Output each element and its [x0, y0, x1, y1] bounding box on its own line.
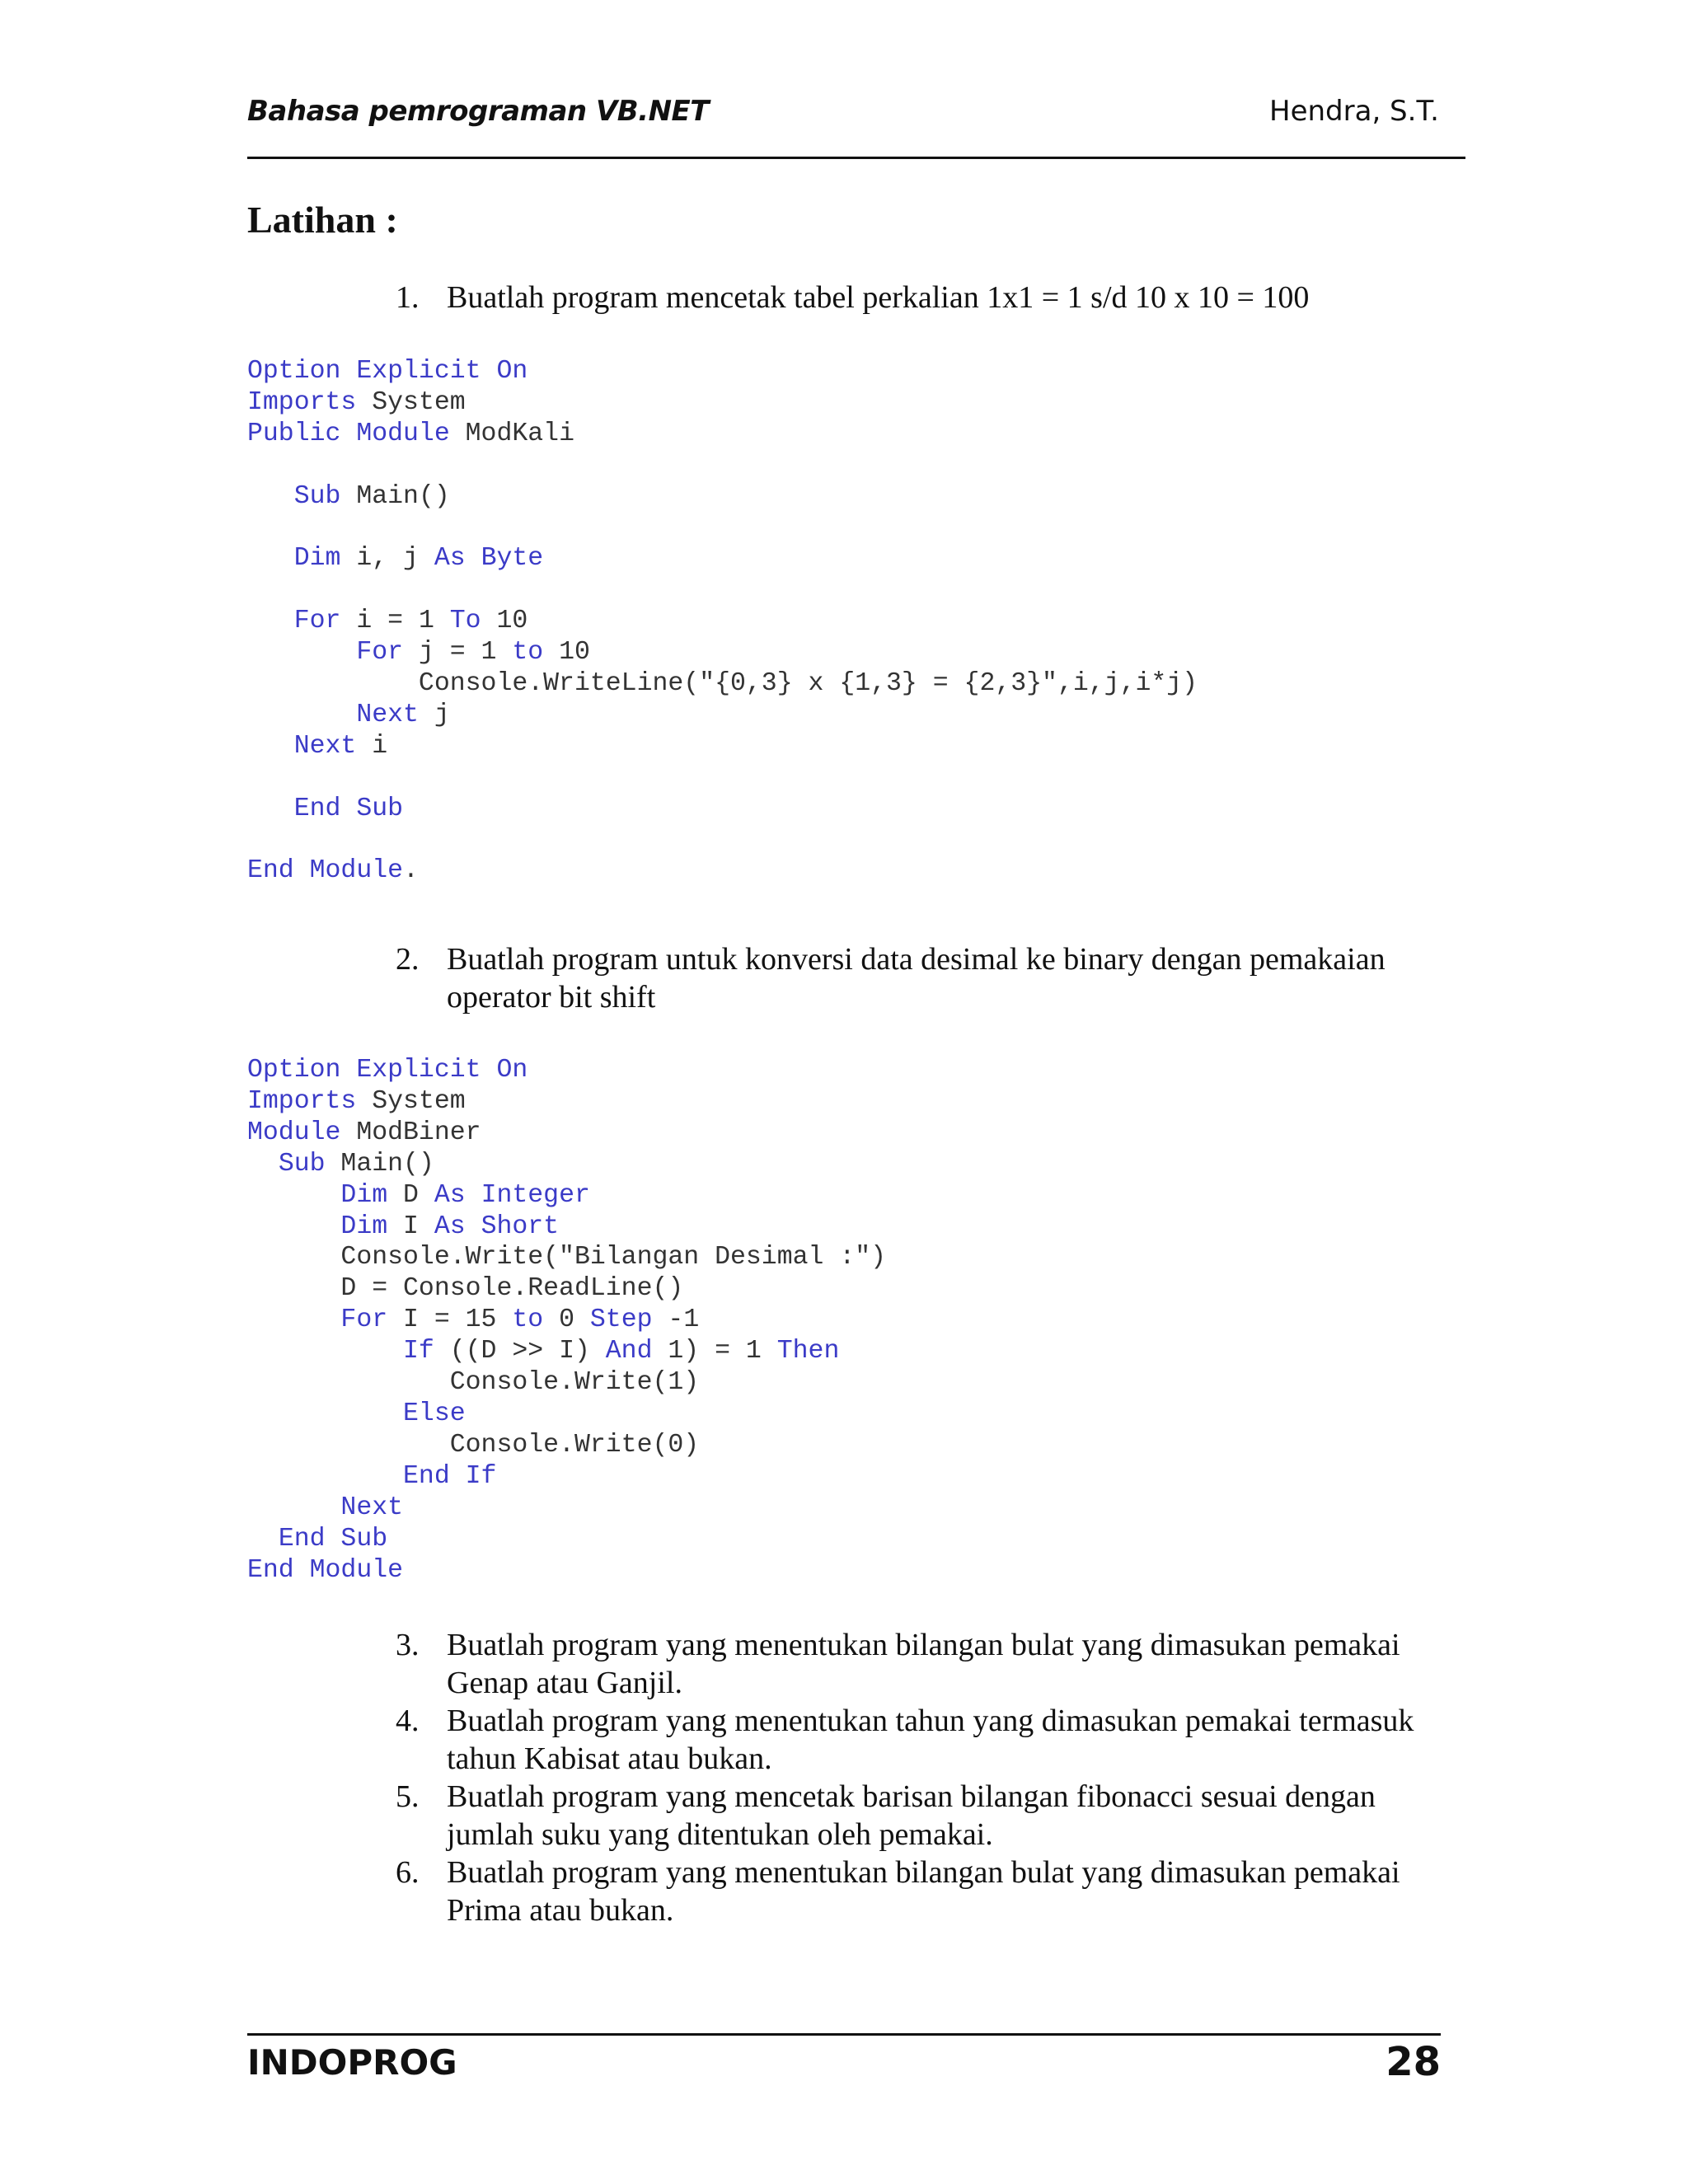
- task-text: Buatlah program yang menentukan bilangan bulat yang dimasukan pemakai Genap atau Ganjil.: [447, 1628, 1400, 1700]
- page-number: 28: [1386, 2039, 1441, 2085]
- page-header: [247, 95, 1465, 144]
- code-keyword: If: [403, 1337, 434, 1366]
- code-keyword: Then: [776, 1337, 840, 1366]
- code-text: j = 1: [403, 638, 513, 668]
- code-text: I: [387, 1212, 434, 1241]
- code-line: [247, 700, 1198, 731]
- code-text: ModBiner: [340, 1118, 481, 1147]
- code-line: [247, 1493, 886, 1524]
- code-text: [247, 701, 356, 729]
- code-keyword: For: [356, 638, 404, 668]
- code-keyword: Next: [293, 731, 357, 761]
- header-divider: [247, 157, 1465, 159]
- code-text: ModKali: [449, 419, 574, 448]
- code-keyword: Else: [403, 1399, 466, 1428]
- code-text: [247, 1305, 340, 1334]
- code-text: Main(): [340, 481, 450, 511]
- footer-brand: INDOPROG: [247, 2042, 457, 2083]
- task-number: 6.: [396, 1855, 420, 1890]
- code-keyword: As Short: [434, 1212, 560, 1241]
- code-text: [247, 1337, 403, 1366]
- code-text: i = 1: [340, 607, 450, 636]
- code-text: [247, 1181, 340, 1210]
- code-text: D: [387, 1180, 434, 1210]
- code-keyword: And: [605, 1337, 653, 1366]
- code-line: [247, 606, 1198, 637]
- task-text: Buatlah program untuk konversi data desimal ke binary dengan pemakaian operator bit shift: [447, 942, 1386, 1015]
- task-number: 2.: [396, 942, 420, 977]
- code-text: [247, 607, 294, 635]
- code-text: Console.WriteLine("{0,3} x {1,3} = {2,3}",i,j,i*j): [247, 669, 1198, 699]
- code-line: [247, 419, 1198, 450]
- code-keyword: to: [512, 638, 544, 668]
- code-text: System: [356, 387, 466, 417]
- code-text: System: [356, 1086, 466, 1116]
- code-text: D = Console.ReadLine(): [247, 1274, 684, 1304]
- code-line: [247, 1273, 886, 1305]
- code-line: [247, 1336, 886, 1367]
- code-line: [247, 1118, 886, 1149]
- code-line: [247, 1055, 886, 1086]
- code-text: [247, 1525, 279, 1554]
- code-keyword: Imports: [247, 1086, 357, 1116]
- code-line: [247, 1430, 886, 1461]
- code-text: 10: [481, 607, 528, 636]
- code-line: [247, 1461, 886, 1493]
- code-line: [247, 1305, 886, 1336]
- code-keyword: For: [340, 1305, 388, 1335]
- code-keyword: Dim: [340, 1180, 388, 1210]
- code-keyword: As Integer: [434, 1180, 590, 1210]
- code-text: [247, 482, 294, 511]
- code-keyword: Dim: [340, 1212, 388, 1241]
- task-item: [396, 1626, 1467, 1702]
- code-text: Console.Write("Bilangan Desimal :"): [247, 1243, 887, 1272]
- code-text: ((D >> I): [434, 1337, 606, 1366]
- task-item: [396, 1778, 1467, 1854]
- code-keyword: to: [512, 1305, 544, 1335]
- code-line: [247, 513, 1198, 544]
- code-keyword: End Module: [247, 856, 404, 886]
- task-number: 1.: [396, 280, 420, 315]
- task-item: [396, 940, 1467, 1016]
- footer-divider: [247, 2033, 1441, 2036]
- code-line: [247, 731, 1198, 762]
- code-keyword: To: [449, 607, 481, 636]
- code-line: [247, 574, 1198, 606]
- code-line: [247, 1367, 886, 1399]
- code-line: [247, 825, 1198, 856]
- code-keyword: Public Module: [247, 419, 450, 448]
- task-number: 4.: [396, 1704, 420, 1738]
- code-line: [247, 387, 1198, 419]
- code-keyword: Imports: [247, 387, 357, 417]
- code-line: [247, 1086, 886, 1118]
- code-line: [247, 481, 1198, 513]
- code-line: [247, 855, 1198, 887]
- code-text: 1) = 1: [652, 1337, 777, 1366]
- code-line: [247, 1212, 886, 1243]
- code-line: [247, 637, 1198, 668]
- code-text: Console.Write(0): [247, 1430, 700, 1460]
- code-keyword: Module: [247, 1118, 341, 1147]
- code-keyword: As Byte: [434, 544, 544, 574]
- header-title: Bahasa pemrograman VB.NET: [247, 95, 709, 128]
- code-text: [247, 1493, 340, 1522]
- code-line: [247, 1399, 886, 1430]
- code-keyword: Sub: [293, 481, 341, 511]
- code-line: [247, 1555, 886, 1586]
- code-keyword: Option Explicit On: [247, 357, 528, 386]
- code-text: .: [403, 856, 419, 886]
- code-text: [247, 638, 356, 667]
- code-keyword: Option Explicit On: [247, 1056, 528, 1085]
- code-keyword: Dim: [293, 544, 341, 574]
- code-line: [247, 1180, 886, 1212]
- code-text: [247, 794, 294, 823]
- code-text: 10: [543, 638, 590, 668]
- code-keyword: Sub: [278, 1149, 326, 1179]
- code-line: [247, 1524, 886, 1555]
- code-block-2: [247, 1055, 886, 1586]
- code-text: i, j: [340, 544, 434, 574]
- header-author: Hendra, S.T.: [1269, 95, 1439, 128]
- code-line: [247, 543, 1198, 574]
- task-text: Buatlah program yang mencetak barisan bilangan fibonacci sesuai dengan jumlah suku yang ditentukan oleh pemakai.: [447, 1779, 1376, 1852]
- code-text: I = 15: [387, 1305, 513, 1335]
- section-title: Latihan :: [247, 199, 398, 241]
- task-number: 5.: [396, 1779, 420, 1814]
- code-keyword: Step: [589, 1305, 653, 1335]
- code-text: j: [418, 700, 450, 729]
- code-line: [247, 794, 1198, 825]
- code-line: [247, 1242, 886, 1273]
- code-keyword: End Module: [247, 1555, 404, 1585]
- code-text: Console.Write(1): [247, 1368, 700, 1398]
- task-text: Buatlah program mencetak tabel perkalian 1x1 = 1 s/d 10 x 10 = 100: [447, 280, 1310, 315]
- code-text: [247, 544, 294, 573]
- code-keyword: Next: [356, 700, 419, 729]
- code-keyword: End Sub: [293, 794, 404, 823]
- task-item: [396, 1854, 1467, 1929]
- code-text: i: [356, 731, 388, 761]
- code-keyword: For: [293, 607, 341, 636]
- code-line: [247, 1149, 886, 1180]
- code-text: 0: [543, 1305, 590, 1335]
- code-line: [247, 762, 1198, 794]
- code-text: [247, 1462, 403, 1491]
- task-item: [396, 1702, 1467, 1778]
- code-text: [247, 1150, 279, 1179]
- code-text: Main(): [325, 1149, 434, 1179]
- code-line: [247, 450, 1198, 481]
- task-text: Buatlah program yang menentukan bilangan bulat yang dimasukan pemakai Prima atau bukan.: [447, 1855, 1400, 1928]
- task-number: 3.: [396, 1628, 420, 1662]
- code-keyword: End If: [403, 1461, 497, 1491]
- code-line: [247, 668, 1198, 700]
- code-keyword: Next: [340, 1493, 404, 1522]
- code-keyword: End Sub: [278, 1524, 388, 1554]
- code-block-1: [247, 356, 1198, 887]
- code-line: [247, 356, 1198, 387]
- code-text: [247, 732, 294, 761]
- code-text: [247, 1212, 340, 1241]
- task-item: [396, 279, 1467, 316]
- code-text: [247, 1399, 403, 1428]
- code-text: -1: [652, 1305, 700, 1335]
- task-text: Buatlah program yang menentukan tahun yang dimasukan pemakai termasuk tahun Kabisat atau bukan.: [447, 1704, 1414, 1776]
